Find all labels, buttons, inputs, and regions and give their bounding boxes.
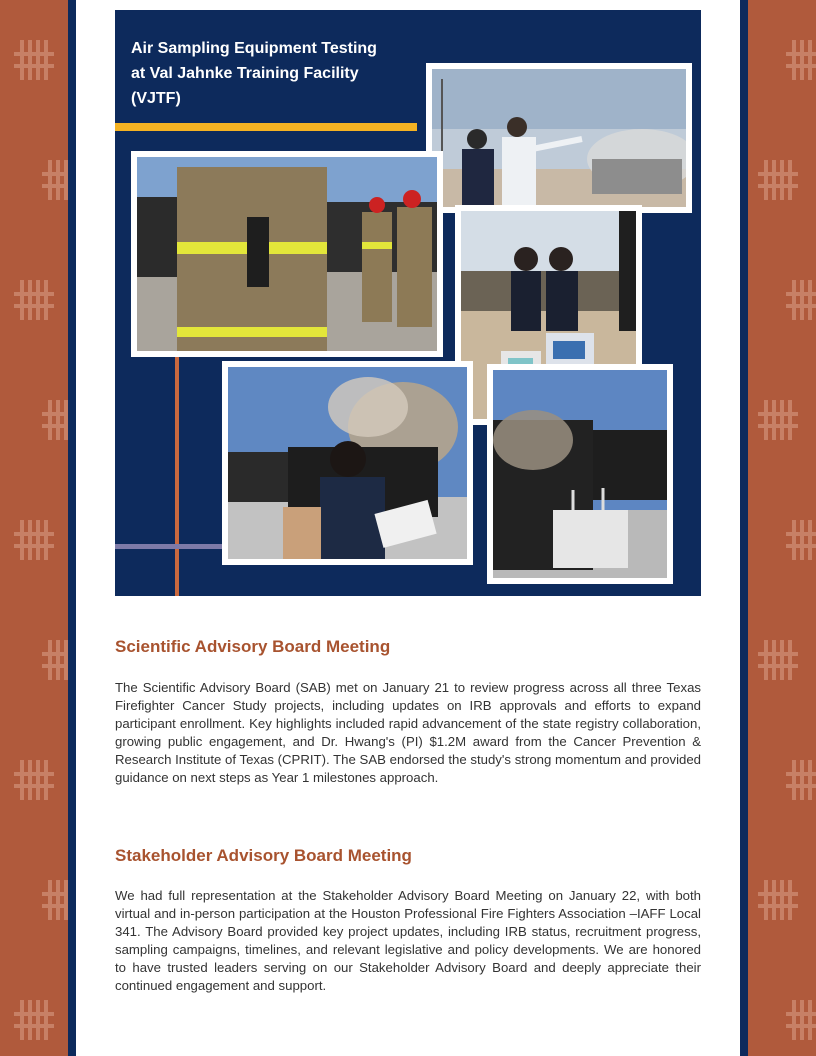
border-motif-icon	[784, 998, 816, 1042]
lavender-accent-line	[115, 544, 225, 549]
right-border-pattern	[748, 0, 816, 1056]
photo-firefighters	[131, 151, 443, 357]
left-border-pattern	[0, 0, 68, 1056]
hero-title-line: (VJTF)	[131, 90, 181, 107]
border-motif-icon	[12, 278, 56, 322]
border-motif-icon	[784, 38, 816, 82]
border-motif-icon	[756, 158, 800, 202]
border-motif-icon	[756, 878, 800, 922]
section-heading-stakeholder-advisory-board: Stakeholder Advisory Board Meeting	[115, 846, 412, 865]
photo-researcher-clipboard	[222, 361, 473, 565]
border-motif-icon	[12, 518, 56, 562]
hero-title-line: Air Sampling Equipment Testing	[131, 40, 377, 57]
section-body-stakeholder-advisory-board: We had full representation at the Stakeholder Advisory Board Meeting on January 22, with both virtual and in-person participation at the Houston Professional Fire Fighters Association –IAFF Local 341. The Advisory Board provided key project updates, including IRB status, recruitment progress, sampling campaigns, timelines, and relevant legislative and policy developments. We are honored to have trusted leaders serving on our Stakeholder Advisory Board and deeply appreciate their continued engagement and support.	[115, 888, 701, 993]
hero-title-line: at Val Jahnke Training Facility	[131, 65, 359, 82]
border-motif-icon	[756, 398, 800, 442]
hero-collage	[115, 10, 701, 596]
gold-accent-bar	[115, 123, 417, 131]
section-body-scientific-advisory-board: The Scientific Advisory Board (SAB) met on January 21 to review progress across all three Texas Firefighter Cancer Study projects, including updates on IRB approvals and efforts to expand participant enrollment. Key highlights included rapid advancement of the state registry collaboration, growing public engagement, and Dr. Hwang's (PI) $1.2M award from the Cancer Prevention & Research Institute of Texas (CPRIT). The SAB endorsed the study's strong momentum and provided guidance on next steps as Year 1 milestones approach.	[115, 680, 701, 785]
right-navy-strip	[740, 0, 748, 1056]
border-motif-icon	[784, 278, 816, 322]
border-motif-icon	[12, 38, 56, 82]
newsletter-page	[76, 0, 740, 1056]
border-motif-icon	[12, 998, 56, 1042]
orange-accent-line	[175, 355, 179, 596]
section-heading-scientific-advisory-board: Scientific Advisory Board Meeting	[115, 637, 391, 656]
border-motif-icon	[756, 638, 800, 682]
photo-researchers-pointing	[426, 63, 692, 213]
photo-equipment-smoke	[487, 364, 673, 584]
hero-title	[131, 36, 431, 111]
border-motif-icon	[12, 758, 56, 802]
border-motif-icon	[784, 758, 816, 802]
left-navy-strip	[68, 0, 76, 1056]
border-motif-icon	[784, 518, 816, 562]
